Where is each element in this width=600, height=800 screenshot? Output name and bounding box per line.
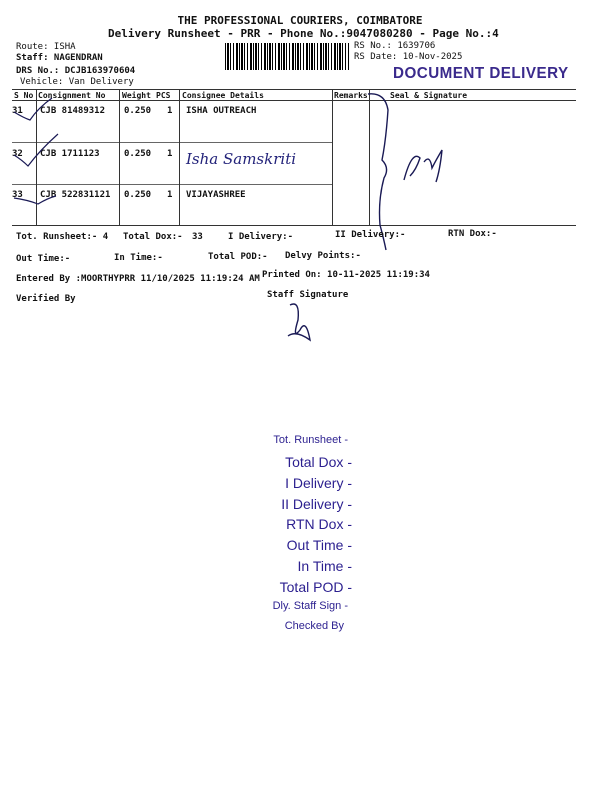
col-consignee: Consignee Details bbox=[182, 91, 264, 100]
stamp-in-time: In Time - bbox=[297, 558, 352, 574]
rs-date: RS Date: 10-Nov-2025 bbox=[354, 52, 463, 62]
stamp-total-dox: Total Dox - bbox=[285, 454, 352, 470]
runsheet-title: Delivery Runsheet - PRR - Phone No.:9047080280 - Page No.:4 bbox=[108, 27, 499, 40]
stamp-i-delivery: I Delivery - bbox=[285, 475, 352, 491]
ii-delivery: II Delivery:- bbox=[335, 230, 406, 240]
row-pcs: 1 bbox=[167, 190, 173, 200]
row-s-no: 32 bbox=[12, 149, 23, 159]
col-consignment: Consignment No bbox=[38, 91, 106, 100]
staff-signature-label: Staff Signature bbox=[267, 290, 349, 300]
stamp-total-pod: Total POD - bbox=[279, 579, 352, 595]
stamp-checked-by: Checked By bbox=[284, 620, 344, 632]
row-pcs: 1 bbox=[167, 149, 173, 159]
document-delivery-stamp: DOCUMENT DELIVERY bbox=[393, 65, 569, 82]
row-consignment: CJB 522831121 bbox=[40, 190, 111, 200]
tick-mark bbox=[14, 134, 58, 166]
stamp-tot-runsheet: Tot. Runsheet - bbox=[273, 434, 348, 446]
tick-mark bbox=[14, 196, 56, 204]
col-seal-signature: Seal & Signature bbox=[390, 91, 468, 100]
row-s-no: 31 bbox=[12, 106, 23, 116]
row-weight: 0.250 bbox=[124, 149, 152, 159]
col-pcs: PCS bbox=[156, 91, 171, 100]
in-time: In Time:- bbox=[114, 253, 163, 263]
tick-mark bbox=[14, 98, 52, 120]
stamp-out-time: Out Time - bbox=[286, 537, 352, 553]
delvy-points: Delvy Points:- bbox=[285, 251, 361, 261]
consignee-signature bbox=[404, 150, 442, 182]
rtn-dox: RTN Dox:- bbox=[448, 229, 497, 239]
row-consignment: CJB 1711123 bbox=[40, 149, 100, 159]
total-pod: Total POD:- bbox=[208, 252, 268, 262]
row-consignee-handwritten: Isha Samskriti bbox=[186, 150, 297, 168]
vehicle-label: Vehicle: Van Delivery bbox=[20, 77, 134, 87]
company-title: THE PROFESSIONAL COURIERS, COIMBATORE bbox=[177, 14, 423, 27]
total-dox-value: 33 bbox=[192, 232, 203, 242]
row-weight: 0.250 bbox=[124, 106, 152, 116]
col-s-no: S No bbox=[14, 91, 34, 100]
stamp-ii-delivery: II Delivery - bbox=[281, 496, 352, 512]
stamp-dly-staff-sign: Dly. Staff Sign - bbox=[272, 600, 348, 612]
out-time: Out Time:- bbox=[16, 254, 71, 264]
total-dox-label: Total Dox:- bbox=[123, 232, 183, 242]
rs-number: RS No.: 1639706 bbox=[354, 41, 436, 51]
route-label: Route: ISHA bbox=[16, 42, 76, 52]
entered-by: Entered By :MOORTHYPRR 11/10/2025 11:19:24 AM bbox=[16, 274, 260, 284]
row-consignment: CJB 81489312 bbox=[40, 106, 106, 116]
row-pcs: 1 bbox=[167, 106, 173, 116]
col-remarks: Remarks bbox=[334, 91, 368, 100]
row-weight: 0.250 bbox=[124, 190, 152, 200]
verified-by: Verified By bbox=[16, 294, 76, 304]
row-consignee: VIJAYASHREE bbox=[186, 190, 246, 200]
row-s-no: 33 bbox=[12, 190, 23, 200]
stamp-rtn-dox: RTN Dox - bbox=[286, 516, 352, 532]
col-weight: Weight bbox=[122, 91, 151, 100]
bracket-stroke bbox=[368, 94, 388, 250]
staff-label: Staff: NAGENDRAN bbox=[16, 53, 103, 63]
staff-signature-mark bbox=[288, 304, 310, 340]
row-consignee: ISHA OUTREACH bbox=[186, 106, 257, 116]
drs-number: DRS No.: DCJB163970604 bbox=[16, 66, 136, 76]
printed-on: Printed On: 10-11-2025 11:19:34 bbox=[262, 270, 430, 280]
tot-runsheet: Tot. Runsheet:- 4 bbox=[16, 232, 109, 242]
i-delivery: I Delivery:- bbox=[228, 232, 294, 242]
